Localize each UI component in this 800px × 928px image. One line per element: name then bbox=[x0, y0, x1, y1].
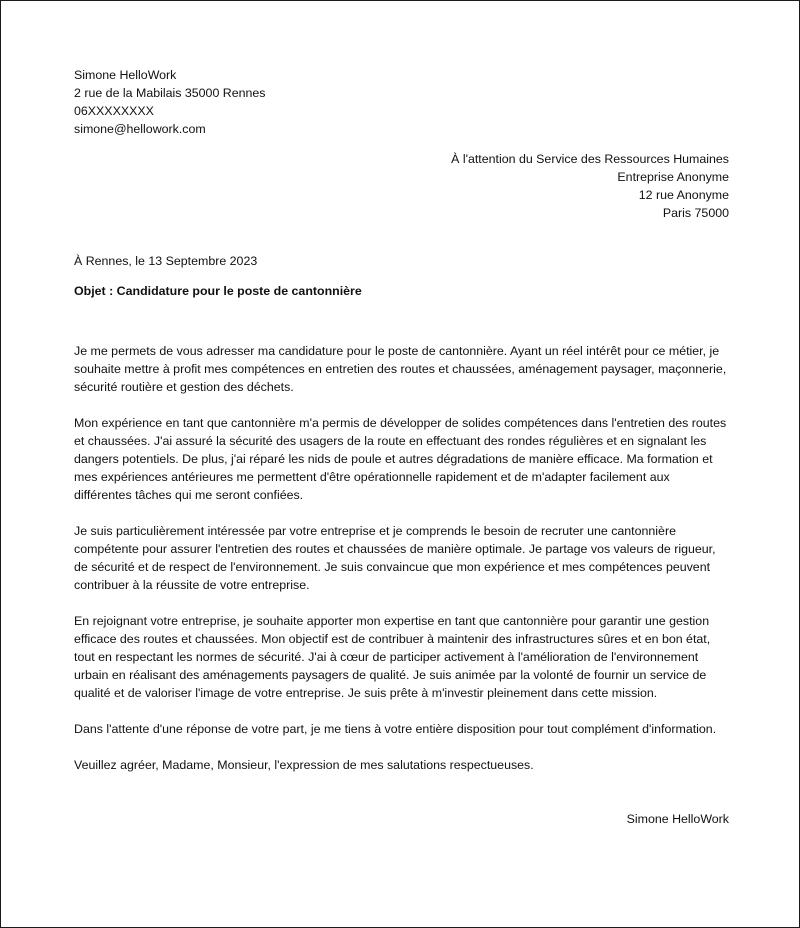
sender-block bbox=[74, 66, 729, 138]
recipient-block bbox=[74, 150, 729, 222]
date-line: À Rennes, le 13 Septembre 2023 bbox=[74, 254, 258, 268]
letter-content bbox=[74, 66, 729, 828]
recipient-attention: À l'attention du Service des Ressources Humaines bbox=[451, 152, 729, 166]
recipient-city: Paris 75000 bbox=[662, 206, 729, 220]
sender-address: 2 rue de la Mabilais 35000 Rennes bbox=[74, 86, 266, 100]
body-paragraph: Mon expérience en tant que cantonnière m'a permis de développer de solides compétences dans l'entretien des routes et chaussées. J'ai assuré la sécurité des usagers de la route en effectuant des rondes régulières et en signalant les dangers potentiels. De plus, j'ai réparé les nids de poule et autres dégradations de manière efficace. Ma formation et mes expériences antérieures me permettent d'être opérationnelle rapidement et de m'adapter facilement aux différentes tâches qui me seront confiées. bbox=[74, 416, 727, 502]
signature: Simone HelloWork bbox=[626, 812, 729, 826]
body-paragraph: Je me permets de vous adresser ma candidature pour le poste de cantonnière. Ayant un réel intérêt pour ce métier, je souhaite mettre à profit mes compétences en entretien des routes et chaussées, aménagement paysager, maçonnerie, sécurité routière et gestion des déchets. bbox=[74, 344, 727, 394]
sender-email: simone@hellowork.com bbox=[74, 122, 206, 136]
recipient-street: 12 rue Anonyme bbox=[638, 188, 729, 202]
sender-name: Simone HelloWork bbox=[74, 68, 177, 82]
body-paragraph: Dans l'attente d'une réponse de votre part, je me tiens à votre entière disposition pour tout complément d'information. bbox=[74, 722, 717, 736]
letter-body bbox=[74, 342, 729, 774]
recipient-company: Entreprise Anonyme bbox=[617, 170, 729, 184]
closing-paragraph: Veuillez agréer, Madame, Monsieur, l'expression de mes salutations respectueuses. bbox=[74, 758, 534, 772]
body-paragraph: Je suis particulièrement intéressée par votre entreprise et je comprends le besoin de recruter une cantonnière compétente pour assurer l'entretien des routes et chaussées de manière optimale. Je partage vos valeurs de rigueur, de sécurité et de respect de l'environnement. Je suis convaincue que mon expérience et mes compétences peuvent contribuer à la réussite de votre entreprise. bbox=[74, 524, 716, 592]
body-paragraph: En rejoignant votre entreprise, je souhaite apporter mon expertise en tant que cantonnière pour garantir une gestion efficace des routes et chaussées. Mon objectif est de contribuer à maintenir des infrastructures sûres et en bon état, tout en respectant les normes de sécurité. J'ai à cœur de participer activement à l'amélioration de l'environnement urbain en réalisant des aménagements paysagers de qualité. Je suis animée par la volonté de fournir un service de qualité et de valoriser l'image de votre entreprise. Je suis prête à m'investir pleinement dans cette mission. bbox=[74, 614, 711, 700]
subject-line: Objet : Candidature pour le poste de cantonnière bbox=[74, 284, 362, 298]
sender-phone: 06XXXXXXXX bbox=[74, 104, 154, 118]
